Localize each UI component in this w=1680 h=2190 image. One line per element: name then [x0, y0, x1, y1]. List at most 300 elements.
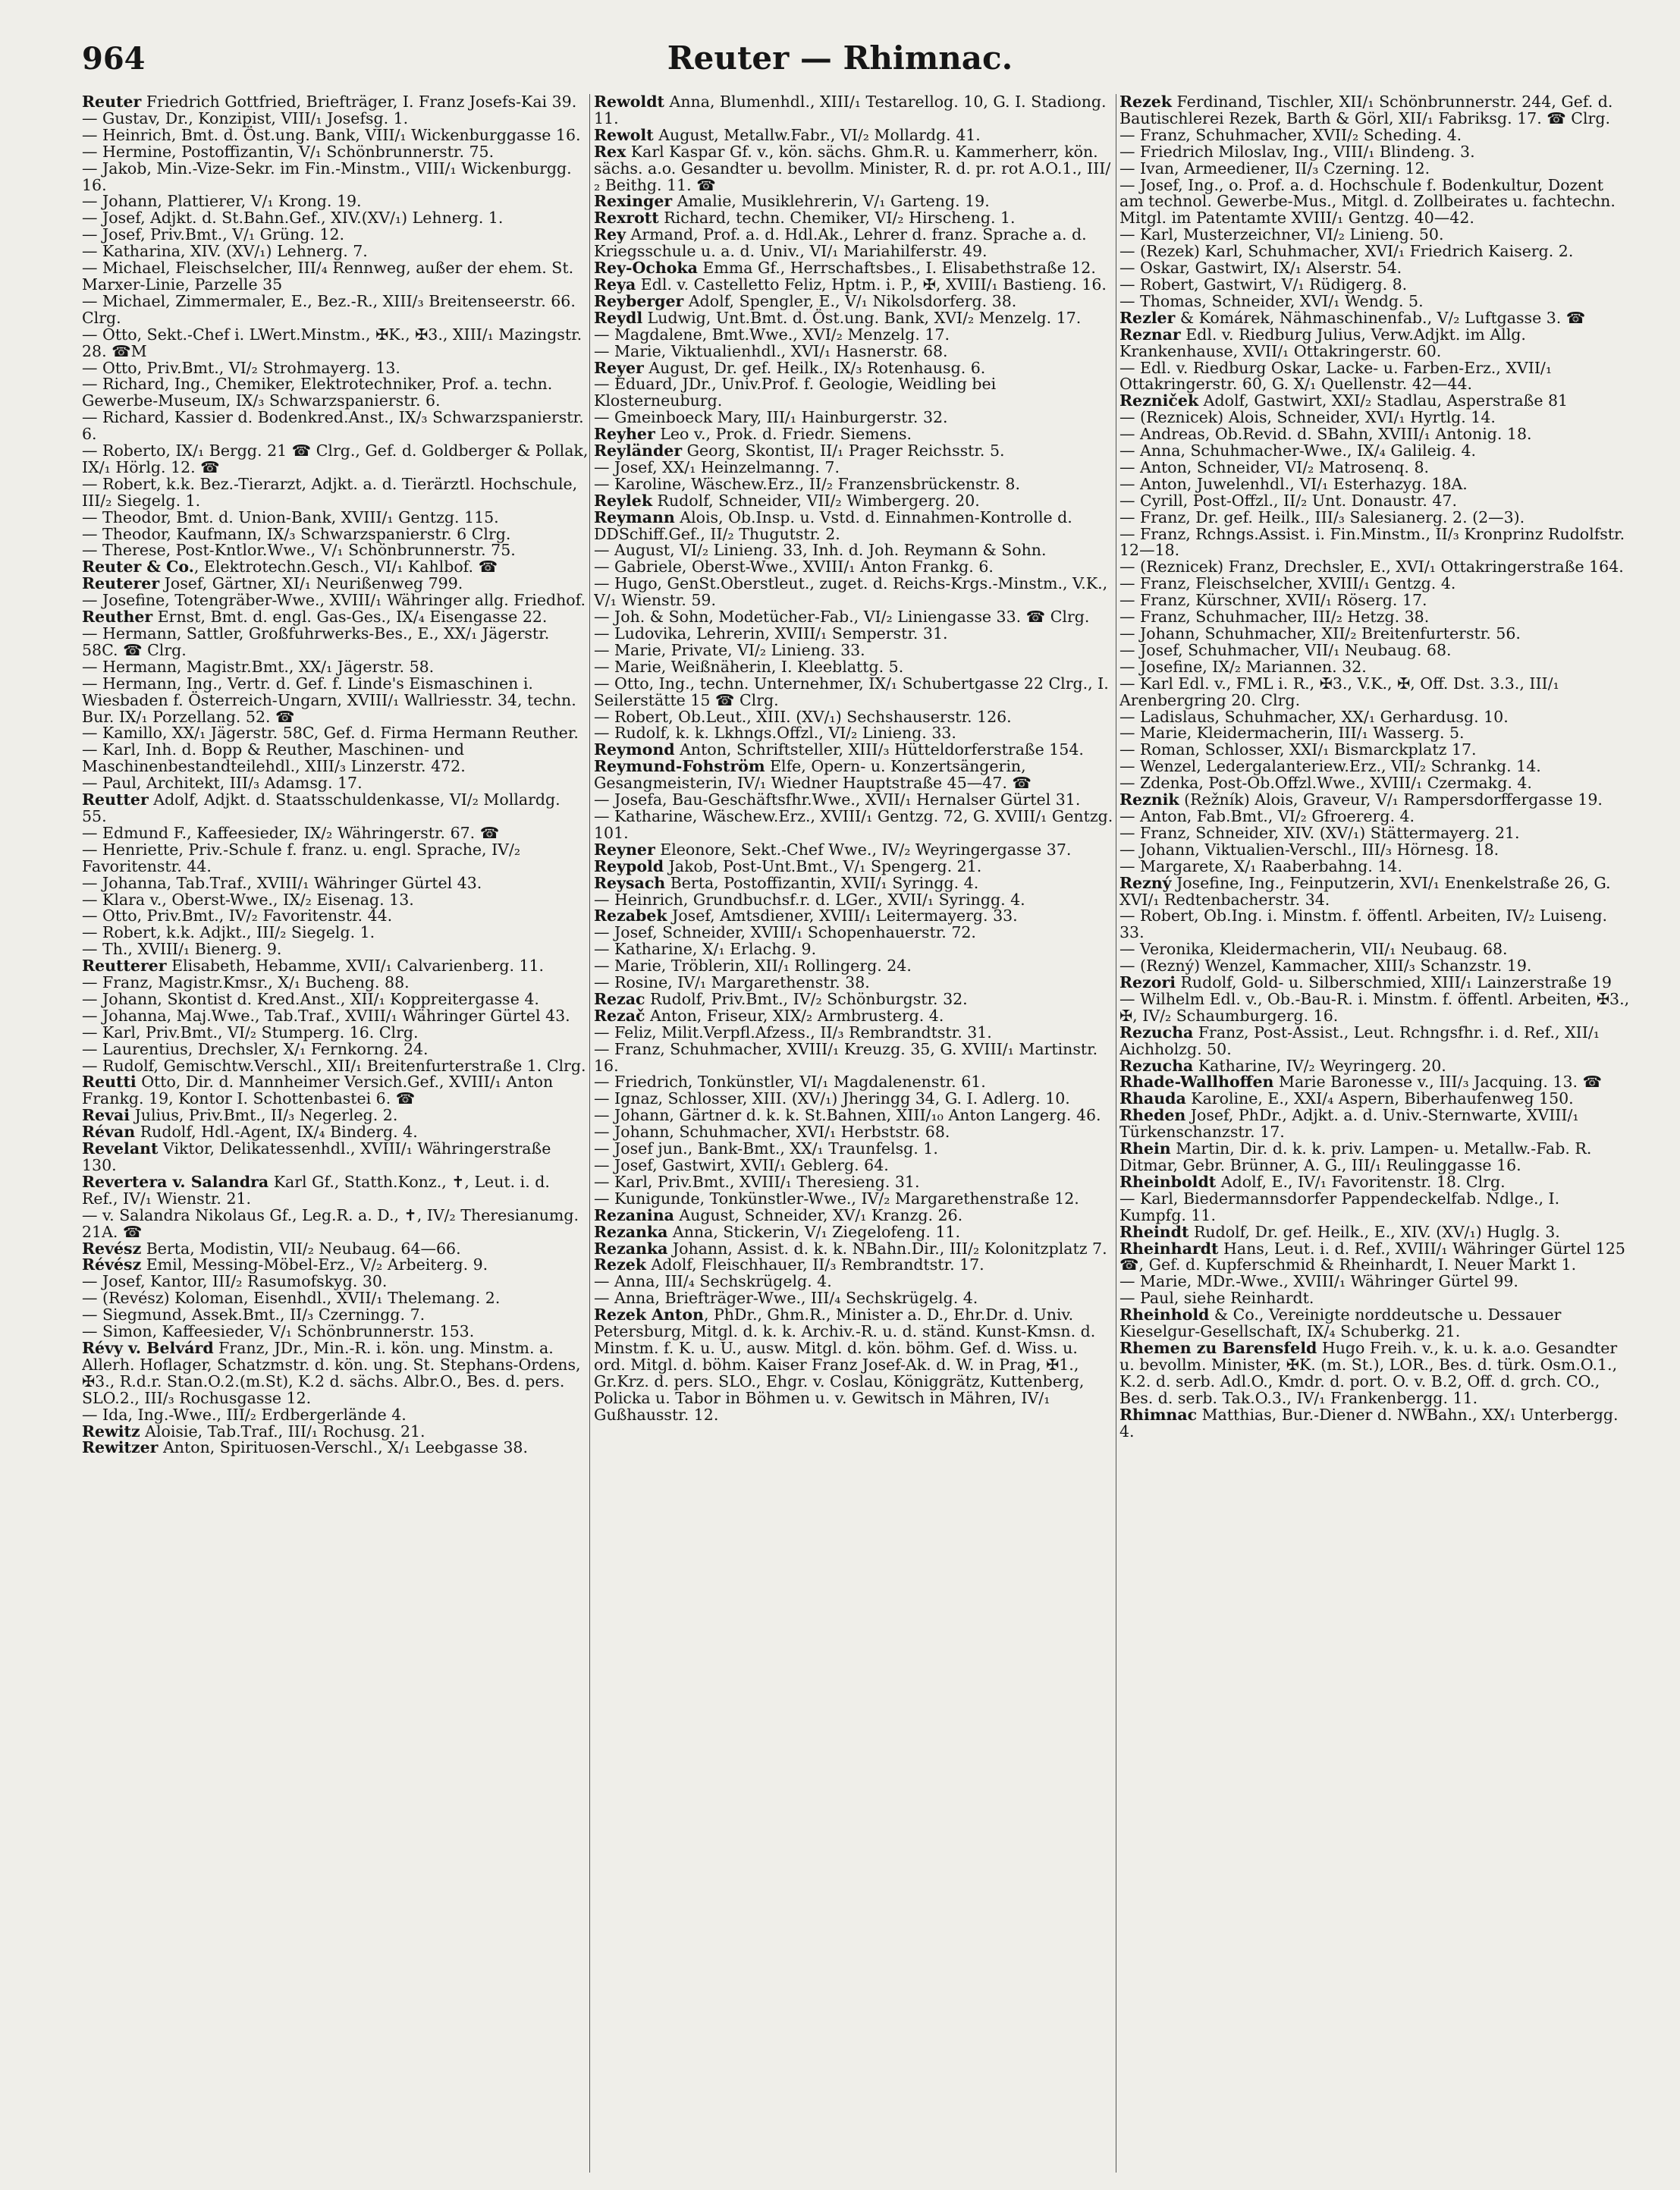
directory-entry — [82, 775, 589, 792]
directory-entry — [82, 576, 589, 592]
entry-text: — Magdalene, Bmt.Wwe., XVI/₂ Menzelg. 17. — [594, 325, 950, 344]
directory-entry — [82, 376, 589, 410]
entry-text: August, Metallw.Fabr., VI/₂ Mollardg. 41. — [653, 125, 981, 144]
entry-surname: Reyner — [594, 840, 655, 859]
directory-entry — [1119, 1108, 1631, 1141]
entry-text: — Katharina, XIV. (XV/₁) Lehnerg. 7. — [82, 242, 368, 261]
entry-text: — Anton, Fab.Bmt., VI/₂ Gfroererg. 4. — [1119, 806, 1415, 825]
directory-entry — [82, 193, 589, 210]
directory-entry — [82, 1407, 589, 1424]
entry-surname: Rezucha — [1119, 1056, 1194, 1075]
entry-text: — Josef, Kantor, III/₂ Rasumofskyg. 30. — [82, 1272, 388, 1291]
entry-surname: Rezek Anton — [594, 1306, 704, 1324]
entry-text: — Josefine, IX/₂ Mariannen. 32. — [1119, 657, 1367, 676]
entry-text: — Marie, MDr.-Wwe., XVIII/₁ Währinger Gürtel 99. — [1119, 1272, 1518, 1291]
directory-entry — [82, 1257, 589, 1274]
entry-text: — Marie, Tröblerin, XII/₁ Rollingerg. 24. — [594, 957, 912, 976]
directory-entry — [82, 892, 589, 909]
directory-entry — [82, 327, 589, 360]
entry-text: — Marie, Kleidermacherin, III/₁ Wasserg. 5. — [1119, 724, 1465, 743]
entry-text: — Marie, Private, VI/₂ Linieng. 33. — [594, 640, 865, 659]
directory-entry — [1119, 626, 1631, 643]
entry-text: — Otto, Sekt.-Chef i. LWert.Minstm., ✠K., ✠3., XIII/₁ Mazingstr. 28. ☎M — [82, 325, 583, 360]
directory-entry — [594, 507, 1114, 543]
directory-entry — [594, 908, 1114, 925]
entry-text: — Laurentius, Drechsler, X/₁ Fernkorng. 24. — [82, 1039, 429, 1058]
entry-text: — Marie, Weißnäherin, I. Kleeblattg. 5. — [594, 657, 904, 676]
directory-entry — [82, 609, 589, 626]
entry-text: — Richard, Kassier d. Bodenkred.Anst., IX/₃ Schwarzspanierstr. 6. — [82, 408, 584, 444]
entry-text: — Franz, Schuhmacher, III/₂ Hetzg. 38. — [1119, 608, 1430, 627]
directory-entry — [594, 892, 1114, 909]
entry-text: August, Schneider, XV/₁ Kranzg. 26. — [674, 1205, 963, 1224]
directory-entry — [1119, 1141, 1631, 1174]
directory-entry — [1119, 244, 1631, 260]
entry-text: — Jakob, Min.-Vize-Sekr. im Fin.-Minstm., VIII/₁ Wickenburgg. 16. — [82, 159, 572, 194]
entry-surname: Rezek — [594, 1255, 646, 1274]
entry-text: — Rosine, IV/₁ Margarethenstr. 38. — [594, 973, 870, 992]
column-rule — [589, 94, 590, 2173]
directory-entry — [594, 958, 1114, 975]
entry-text: — Josefa, Bau-Geschäftsfhr.Wwe., XVII/₁ Hernalser Gürtel 31. — [594, 790, 1081, 809]
entry-surname: Rexinger — [594, 192, 673, 211]
entry-surname: Rewoldt — [594, 94, 664, 111]
directory-entry — [594, 310, 1114, 327]
directory-entry — [594, 410, 1114, 426]
entry-text: — Michael, Zimmermaler, E., Bez.-R., XIII/₃ Breitenseerstr. 66. Clrg. — [82, 291, 576, 327]
directory-entry — [594, 360, 1114, 377]
directory-entry — [594, 1307, 1114, 1423]
directory-entry — [1119, 842, 1631, 859]
directory-entry — [1119, 227, 1631, 244]
directory-entry — [1119, 360, 1631, 394]
entry-text: Edl. v. Riedburg Julius, Verw.Adjkt. im Allg. Krankenhause, XVII/₁ Ottakringerstr. 60. — [1119, 325, 1526, 360]
directory-entry — [82, 991, 589, 1008]
directory-entry — [82, 1274, 589, 1290]
entry-text: Anton, Spirituosen-Verschl., X/₁ Leebgasse 38. — [158, 1438, 528, 1457]
entry-text: — Paul, Architekt, III/₃ Adamsg. 17. — [82, 774, 363, 793]
directory-entry — [82, 941, 589, 958]
directory-entry — [1119, 975, 1631, 991]
entry-text: Marie Baronesse v., III/₃ Jacquing. 13. ☎ — [1273, 1073, 1603, 1092]
entry-surname: Rhein — [1119, 1139, 1171, 1158]
directory-entry — [594, 676, 1114, 709]
entry-text: — Anna, Schuhmacher-Wwe., IX/₄ Galileig. 4. — [1119, 441, 1476, 460]
directory-entry — [594, 576, 1114, 609]
entry-surname: Reymond — [594, 740, 675, 759]
entry-surname: Reymund-Fohström — [594, 757, 765, 776]
directory-entry — [1119, 260, 1631, 277]
directory-entry — [82, 476, 589, 510]
entry-text: — Johann, Schuhmacher, XVI/₁ Herbststr. 68. — [594, 1123, 950, 1142]
entry-text: — (Reznicek) Franz, Drechsler, E., XVI/₁ Ottakringerstraße 164. — [1119, 558, 1624, 577]
directory-entry — [82, 875, 589, 892]
entry-text: — Rudolf, k. k. Lkhngs.Offzl., VI/₂ Linieng. 33. — [594, 724, 956, 743]
directory-entry — [82, 1307, 589, 1324]
entry-text: Edl. v. Castelletto Feliz, Hptm. i. P., ✠, XVIII/₁ Bastieng. 16. — [636, 275, 1107, 294]
entry-text: — Ivan, Armeediener, II/₃ Czerning. 12. — [1119, 159, 1430, 178]
entry-surname: Reypold — [594, 856, 664, 875]
entry-surname: Rezori — [1119, 973, 1176, 992]
entry-surname: Rexrott — [594, 209, 659, 228]
directory-entry — [82, 144, 589, 161]
directory-entry — [1119, 526, 1631, 560]
directory-entry — [1119, 1074, 1631, 1091]
directory-entry — [594, 94, 1114, 127]
entry-text: Adolf, Gastwirt, XXI/₂ Stadlau, Asperstraße 81 — [1198, 391, 1569, 410]
directory-entry — [594, 493, 1114, 510]
directory-entry — [1119, 1191, 1631, 1224]
entry-surname: Reznar — [1119, 325, 1181, 344]
column-1 — [82, 94, 589, 2173]
entry-text: — Klara v., Oberst-Wwe., IX/₂ Eisenag. 13. — [82, 890, 414, 909]
directory-entry — [594, 1008, 1114, 1025]
entry-surname: Rhimnac — [1119, 1405, 1198, 1424]
entry-text: — Theodor, Kaufmann, IX/₃ Schwarzspanierstr. 6 Clrg. — [82, 524, 511, 543]
entry-text: — Heinrich, Grundbuchsf.r. d. LGer., XVII/₁ Syringg. 4. — [594, 890, 1025, 909]
entry-text: Josef, Amtsdiener, XVIII/₁ Leitermayerg. 33. — [667, 906, 1018, 925]
directory-entry — [594, 792, 1114, 809]
directory-entry — [594, 1074, 1114, 1091]
entry-text: — Josef jun., Bank-Bmt., XX/₁ Traunfelsg. 1. — [594, 1139, 938, 1158]
entry-surname: Revai — [82, 1106, 130, 1125]
entry-text: & Komárek, Nähmaschinenfab., V/₂ Luftgasse 3. ☎ — [1175, 308, 1586, 327]
entry-surname: Rezanka — [594, 1239, 668, 1258]
entry-text: — Hermann, Magistr.Bmt., XX/₁ Jägerstr. 58. — [82, 657, 435, 676]
entry-text: — Wenzel, Ledergalanteriew.Erz., VII/₂ Schrankg. 14. — [1119, 757, 1541, 776]
entry-text: Adolf, Fleischhauer, II/₃ Rembrandtstr. 17. — [645, 1255, 984, 1274]
entry-surname: Reuterer — [82, 574, 160, 593]
directory-entry — [1119, 609, 1631, 626]
entry-text: — Josef, Schuhmacher, VII/₁ Neubaug. 68. — [1119, 640, 1452, 659]
entry-text: — Roberto, IX/₁ Bergg. 21 ☎ Clrg., Gef. d. Goldberger & Pollak, IX/₁ Hörlg. 12. ☎ — [82, 441, 589, 476]
directory-entry — [594, 1224, 1114, 1241]
directory-entry — [594, 991, 1114, 1008]
directory-entry — [82, 210, 589, 227]
entry-text: — Robert, Ob.Ing. i. Minstm. f. öffentl. Arbeiten, IV/₂ Luiseng. 33. — [1119, 906, 1607, 942]
directory-entry — [82, 507, 589, 526]
entry-surname: Reuter — [82, 94, 142, 111]
entry-text: Adolf, E., IV/₁ Favoritenstr. 18. Clrg. — [1216, 1172, 1506, 1191]
entry-text: Amalie, Musiklehrerin, V/₁ Garteng. 19. — [672, 192, 990, 211]
entry-surname: Reutterer — [82, 957, 167, 976]
entry-text: — Edmund F., Kaffeesieder, IX/₂ Währingerstr. 67. ☎ — [82, 823, 500, 842]
directory-entry — [82, 443, 589, 476]
entry-text: — Michael, Fleischselcher, III/₄ Rennweg, außer der ehem. St. Marxer-Linie, Parzelle 35 — [82, 259, 574, 294]
directory-entry — [1119, 825, 1631, 842]
entry-text: — Josef, Priv.Bmt., V/₁ Grüng. 12. — [82, 225, 345, 244]
directory-entry — [82, 1124, 589, 1141]
directory-entry — [82, 1205, 589, 1241]
directory-entry — [1119, 1290, 1631, 1307]
directory-entry — [82, 1108, 589, 1124]
directory-entry — [82, 1141, 589, 1174]
entry-text: — Simon, Kaffeesieder, V/₁ Schönbrunnerstr. 153. — [82, 1322, 475, 1341]
directory-entry — [1119, 742, 1631, 759]
entry-text: Johann, Assist. d. k. k. NBahn.Dir., III/₂ Kolonitzplatz 7. — [667, 1239, 1107, 1258]
directory-entry — [594, 1205, 1114, 1224]
entry-text: Leo v., Prok. d. Friedr. Siemens. — [655, 425, 912, 444]
entry-surname: Reutti — [82, 1073, 137, 1092]
entry-text: Jakob, Post-Unt.Bmt., V/₁ Spengerg. 21. — [664, 856, 982, 875]
page-header — [0, 36, 1680, 82]
directory-entry — [1119, 640, 1631, 659]
entry-text: — Thomas, Schneider, XVI/₁ Wendg. 5. — [1119, 291, 1424, 310]
entry-text: Emil, Messing-Möbel-Erz., V/₂ Arbeiterg. 9. — [141, 1255, 488, 1274]
entry-text: — Johann, Plattierer, V/₁ Krong. 19. — [82, 192, 362, 211]
entry-text: — Paul, siehe Reinhardt. — [1119, 1289, 1314, 1308]
entry-surname: Rezný — [1119, 873, 1172, 892]
directory-entry — [1119, 659, 1631, 676]
entry-text: Josef, Gärtner, XI/₁ Neurißenweg 799. — [159, 574, 463, 593]
entry-text: — Otto, Ing., techn. Unternehmer, IX/₁ Schubertgasse 22 Clrg., I. Seilerstätte 15 ☎ Clrg. — [594, 674, 1109, 709]
directory-entry — [82, 1440, 589, 1456]
directory-entry — [594, 925, 1114, 941]
entry-text: — Josefine, Totengräber-Wwe., XVIII/₁ Währinger allg. Friedhof. — [82, 591, 586, 610]
directory-entry — [1119, 775, 1631, 792]
directory-entry — [594, 725, 1114, 742]
entry-text: — Anna, III/₄ Sechskrügelg. 4. — [594, 1272, 832, 1291]
entry-surname: Rheden — [1119, 1106, 1186, 1125]
entry-surname: Reznik — [1119, 790, 1179, 809]
directory-entry — [82, 1025, 589, 1042]
entry-text: — Anna, Briefträger-Wwe., III/₄ Sechskrügelg. 4. — [594, 1289, 978, 1308]
directory-entry — [1119, 476, 1631, 493]
directory-entry — [594, 742, 1114, 759]
entry-surname: Rezanka — [594, 1222, 668, 1241]
entry-text: — (Reznicek) Alois, Schneider, XVI/₁ Hyrtlg. 14. — [1119, 408, 1496, 427]
entry-text: — Wilhelm Edl. v., Ob.-Bau-R. i. Minstm. f. öffentl. Arbeiten, ✠3., ✠, IV/₂ Schaumburgerg. 16. — [1119, 989, 1630, 1025]
directory-entry — [82, 244, 589, 260]
directory-entry — [1119, 507, 1631, 526]
directory-entry — [594, 856, 1114, 875]
entry-text: — Josef, Ing., o. Prof. a. d. Hochschule f. Bodenkultur, Dozent am technol. Gewerbe-Mus., Mitgl. d. Zollbeirates u. fachtechn. Mitgl. im Patentamte XVIII/₁ Gentzg. 40—42. — [1119, 175, 1616, 228]
directory-entry — [82, 592, 589, 609]
entry-text: — Siegmund, Assek.Bmt., II/₃ Czerningg. 7. — [82, 1306, 425, 1324]
entry-text: — Katharine, X/₁ Erlachg. 9. — [594, 940, 817, 959]
directory-entry — [1119, 559, 1631, 576]
entry-text: — Johann, Skontist d. Kred.Anst., XII/₁ Koppreitergasse 4. — [82, 989, 539, 1008]
directory-entry — [82, 1074, 589, 1108]
directory-entry — [82, 108, 589, 127]
directory-entry — [82, 127, 589, 144]
directory-entry — [82, 1058, 589, 1075]
entry-text: — Margarete, X/₁ Raaberbahng. 14. — [1119, 856, 1402, 875]
directory-entry — [594, 1025, 1114, 1042]
directory-entry — [1119, 806, 1631, 825]
entry-text: — Karoline, Wäschew.Erz., II/₂ Franzensbrückenstr. 8. — [594, 474, 1020, 493]
entry-text: — Oskar, Gastwirt, IX/₁ Alserstr. 54. — [1119, 259, 1402, 278]
directory-entry — [594, 376, 1114, 410]
directory-entry — [1119, 592, 1631, 609]
directory-entry — [82, 1324, 589, 1340]
entry-surname: Reyländer — [594, 441, 683, 460]
directory-entry — [594, 559, 1114, 576]
entry-surname: Reya — [594, 275, 636, 294]
directory-entry — [594, 1124, 1114, 1141]
directory-entry — [1119, 856, 1631, 875]
directory-entry — [594, 341, 1114, 360]
entry-surname: Rewitz — [82, 1422, 140, 1441]
entry-text: Friedrich Gottfried, Briefträger, I. Franz Josefs-Kai 39. — [141, 94, 577, 111]
entry-text: — Ladislaus, Schuhmacher, XX/₁ Gerhardusg. 10. — [1119, 707, 1509, 726]
entry-surname: Rheindt — [1119, 1222, 1189, 1241]
directory-entry — [594, 806, 1114, 842]
entry-text: — (Rezný) Wenzel, Kammacher, XIII/₃ Schanzstr. 19. — [1119, 957, 1532, 976]
entry-text: Josef, PhDr., Adjkt. a. d. Univ.-Sternwarte, XVIII/₁ Türkenschanzstr. 17. — [1119, 1106, 1579, 1142]
directory-entry — [1119, 277, 1631, 294]
directory-entry — [82, 1424, 589, 1441]
entry-text: Matthias, Bur.-Diener d. NWBahn., XX/₁ Unterbergg. 4. — [1119, 1405, 1619, 1441]
directory-entry — [1119, 1274, 1631, 1290]
directory-entry — [594, 210, 1114, 227]
entry-text: & Co., Vereinigte norddeutsche u. Dessauer Kieselgur-Gesellschaft, IX/₄ Schuberkg. 21. — [1119, 1306, 1562, 1341]
directory-entry — [594, 542, 1114, 559]
entry-text: — Gustav, Dr., Konzipist, VIII/₁ Josefsg. 1. — [82, 108, 409, 127]
entry-surname: Révan — [82, 1123, 136, 1142]
entry-text: Berta, Modistin, VII/₂ Neubaug. 64—66. — [141, 1239, 461, 1258]
entry-text: — Anton, Schneider, VI/₂ Matrosenq. 8. — [1119, 457, 1429, 476]
entry-text: Armand, Prof. a. d. Hdl.Ak., Lehrer d. franz. Sprache a. d. Kriegsschule u. a. d. Univ., VI/₁ Mariahilferstr. 49. — [594, 225, 1087, 261]
directory-entry — [594, 875, 1114, 892]
entry-surname: Reyer — [594, 358, 644, 377]
directory-entry — [594, 227, 1114, 260]
directory-entry — [594, 1091, 1114, 1108]
entry-text: — Otto, Priv.Bmt., VI/₂ Strohmayerg. 13. — [82, 358, 400, 377]
entry-text: — Eduard, JDr., Univ.Prof. f. Geologie, Weidling bei Klosterneuburg. — [594, 375, 997, 410]
entry-text: Otto, Dir. d. Mannheimer Versich.Gef., XVIII/₁ Anton Frankg. 19, Kontor I. Schottenbastei 6. ☎ — [82, 1073, 554, 1108]
directory-entry — [594, 327, 1114, 344]
entry-text: — Josef, XX/₁ Heinzelmanng. 7. — [594, 457, 840, 476]
directory-entry — [594, 144, 1114, 194]
entry-surname: Rhauda — [1119, 1089, 1186, 1108]
entry-text: August, Dr. gef. Heilk., IX/₃ Rotenhausg. 6. — [643, 358, 986, 377]
entry-text: — August, VI/₂ Linieng. 33, Inh. d. Joh. Reymann & Sohn. — [594, 541, 1047, 560]
entry-text: Rudolf, Hdl.-Agent, IX/₄ Binderg. 4. — [135, 1123, 418, 1142]
directory-entry — [82, 842, 589, 875]
directory-entry — [1119, 709, 1631, 726]
entry-text: — Friedrich Miloslav, Ing., VIII/₁ Blindeng. 3. — [1119, 142, 1475, 161]
directory-entry — [594, 476, 1114, 493]
entry-surname: Rezniček — [1119, 391, 1199, 410]
entry-text: — Franz, Kürschner, XVII/₁ Röserg. 17. — [1119, 591, 1427, 610]
directory-entry — [1119, 576, 1631, 592]
entry-surname: Revész — [82, 1239, 142, 1258]
entry-text: Hugo Freih. v., k. u. k. a.o. Gesandter u. bevollm. Minister, ✠K. (m. St.), LOR., Bes. d. türk. Osm.O.1., K.2. d. serb. Adl.O., Kmdr. d. port. O. v. B.2, Off. d. grch. CO., Bes. d. serb. Tak.O.3., IV/₁ Frankenbergg. 11. — [1119, 1338, 1618, 1407]
entry-text: — Marie, Viktualienhdl., XVI/₁ Hasnerstr. 68. — [594, 341, 948, 360]
directory-entry — [1119, 1174, 1631, 1191]
entry-surname: Reyher — [594, 425, 655, 444]
entry-text: Elfe, Opern- u. Konzertsängerin, Gesangmeisterin, IV/₁ Wiedner Hauptstraße 45—47. ☎ — [594, 757, 1032, 793]
entry-surname: Rezanina — [594, 1205, 674, 1224]
entry-text: — Robert, Ob.Leut., XIII. (XV/₁) Sechshauserstr. 126. — [594, 707, 1012, 726]
entry-text: — Franz, Schneider, XIV. (XV/₁) Stättermayerg. 21. — [1119, 823, 1520, 842]
directory-entry — [82, 1039, 589, 1058]
entry-text: Richard, techn. Chemiker, VI/₂ Hirscheng. 1. — [658, 209, 1016, 228]
entry-surname: Revertera v. Salandra — [82, 1172, 269, 1191]
directory-entry — [1119, 1307, 1631, 1340]
directory-entry — [1119, 1091, 1631, 1108]
directory-entry — [594, 1290, 1114, 1307]
entry-text: — Franz, Magistr.Kmsr., X/₁ Bucheng. 88. — [82, 973, 410, 992]
entry-text: — Josef, Schneider, XVIII/₁ Schopenhauerstr. 72. — [594, 923, 976, 942]
entry-text: Josefine, Ing., Feinputzerin, XVI/₁ Enenkelstraße 26, G. XVI/₁ Redtenbacherstr. 34. — [1119, 873, 1611, 909]
entry-text: Aloisie, Tab.Traf., III/₁ Rochusg. 21. — [140, 1422, 425, 1441]
entry-text: — Gabriele, Oberst-Wwe., XVIII/₁ Anton Frankg. 6. — [594, 558, 994, 577]
directory-entry — [594, 260, 1114, 277]
entry-text: Viktor, Delikatessenhdl., XVIII/₁ Währingerstraße 130. — [82, 1139, 551, 1174]
entry-text: — Franz, Schuhmacher, XVIII/₁ Kreuzg. 35, G. XVIII/₁ Martinstr. 16. — [594, 1039, 1098, 1075]
directory-entry — [594, 1191, 1114, 1208]
entry-surname: Rex — [594, 142, 626, 161]
directory-entry — [1119, 1241, 1631, 1274]
entry-text: — Johanna, Maj.Wwe., Tab.Traf., XVIII/₁ Währinger Gürtel 43. — [82, 1006, 570, 1025]
directory-entry — [594, 1174, 1114, 1191]
entry-surname: Rezac — [594, 989, 645, 1008]
directory-entry — [82, 1174, 589, 1208]
directory-entry — [1119, 1224, 1631, 1241]
entry-surname: Rey-Ochoka — [594, 259, 698, 278]
entry-text: Alois, Ob.Insp. u. Vstd. d. Einnahmen-Kontrolle d. DDSchiff.Gef., II/₂ Thugutstr. 2. — [594, 507, 1072, 543]
entry-text: — Andreas, Ob.Revid. d. SBahn, XVIII/₁ Antonig. 18. — [1119, 425, 1532, 444]
entry-text: — Hermine, Postoffizantin, V/₁ Schönbrunnerstr. 75. — [82, 142, 495, 161]
directory-entry — [594, 127, 1114, 144]
entry-text: Rudolf, Gold- u. Silberschmied, XIII/₁ Lainzerstraße 19 — [1175, 973, 1612, 992]
directory-entry — [594, 609, 1114, 626]
entry-surname: Rezek — [1119, 94, 1172, 111]
entry-surname: Révész — [82, 1255, 142, 1274]
directory-entry — [1119, 792, 1631, 809]
column-2 — [594, 94, 1114, 2173]
directory-entry — [82, 725, 589, 742]
entry-surname: Rheinboldt — [1119, 1172, 1217, 1191]
entry-text: Katharine, IV/₂ Weyringerg. 20. — [1193, 1056, 1446, 1075]
directory-entry — [1119, 94, 1631, 127]
entry-text: — Katharine, Wäschew.Erz., XVIII/₁ Gentzg. 72, G. XVIII/₁ Gentzg. 101. — [594, 806, 1113, 842]
directory-entry — [1119, 725, 1631, 742]
entry-surname: Reydl — [594, 308, 643, 327]
entry-text: — Hermann, Ing., Vertr. d. Gef. f. Linde's Eismaschinen i. Wiesbaden f. Österreich-Ungarn, XVIII/₁ Wallriesstr. 34, techn. Bur. IX/₁ Porzellang. 52. ☎ — [82, 674, 576, 726]
column-3 — [1119, 94, 1631, 2173]
directory-entry — [1119, 1058, 1631, 1075]
directory-entry — [1119, 310, 1631, 327]
entry-text: — Veronika, Kleidermacherin, VII/₁ Neubaug. 68. — [1119, 940, 1508, 959]
directory-entry — [594, 193, 1114, 210]
directory-entry — [594, 291, 1114, 310]
entry-text: — Henriette, Priv.-Schule f. franz. u. engl. Sprache, IV/₂ Favoritenstr. 44. — [82, 840, 521, 875]
entry-surname: Rey — [594, 225, 626, 244]
entry-text: — Kunigunde, Tonkünstler-Wwe., IV/₂ Margarethenstraße 12. — [594, 1189, 1079, 1208]
directory-entry — [594, 975, 1114, 991]
directory-entry — [1119, 393, 1631, 410]
entry-surname: Reuther — [82, 608, 153, 627]
directory-entry — [594, 426, 1114, 443]
entry-text: — Gmeinboeck Mary, III/₁ Hainburgerstr. 32. — [594, 408, 948, 427]
entry-text: Anna, Blumenhdl., XIII/₁ Testarellog. 10, G. I. Stadiong. 11. — [594, 94, 1107, 127]
directory-entry — [82, 526, 589, 543]
directory-entry — [82, 542, 589, 559]
entry-text: Adolf, Spengler, E., V/₁ Nikolsdorferg. 38. — [683, 291, 1017, 310]
entry-surname: Rheinhardt — [1119, 1239, 1219, 1258]
directory-entry — [82, 227, 589, 244]
entry-text: — Cyrill, Post-Offzl., II/₂ Unt. Donaustr. 47. — [1119, 491, 1457, 510]
entry-text: — Hugo, GenSt.Oberstleut., zuget. d. Reichs-Krgs.-Minstm., V.K., V/₁ Wienstr. 59. — [594, 574, 1108, 610]
directory-entry — [82, 260, 589, 294]
directory-entry — [594, 659, 1114, 676]
entry-text: Franz, JDr., Min.-R. i. kön. ung. Minstm. a. Allerh. Hoflager, Schatzmstr. d. kön. ung. St. Stephans-Ordens, ✠3., R.d.r. Stan.O.2.(m.St), K.2 d. sächs. Albr.O., Bes. d. pers. SLO.2., III/₃ Rochusgasse 12. — [82, 1338, 581, 1407]
directory-entry — [1119, 1407, 1631, 1441]
directory-entry — [82, 1241, 589, 1258]
